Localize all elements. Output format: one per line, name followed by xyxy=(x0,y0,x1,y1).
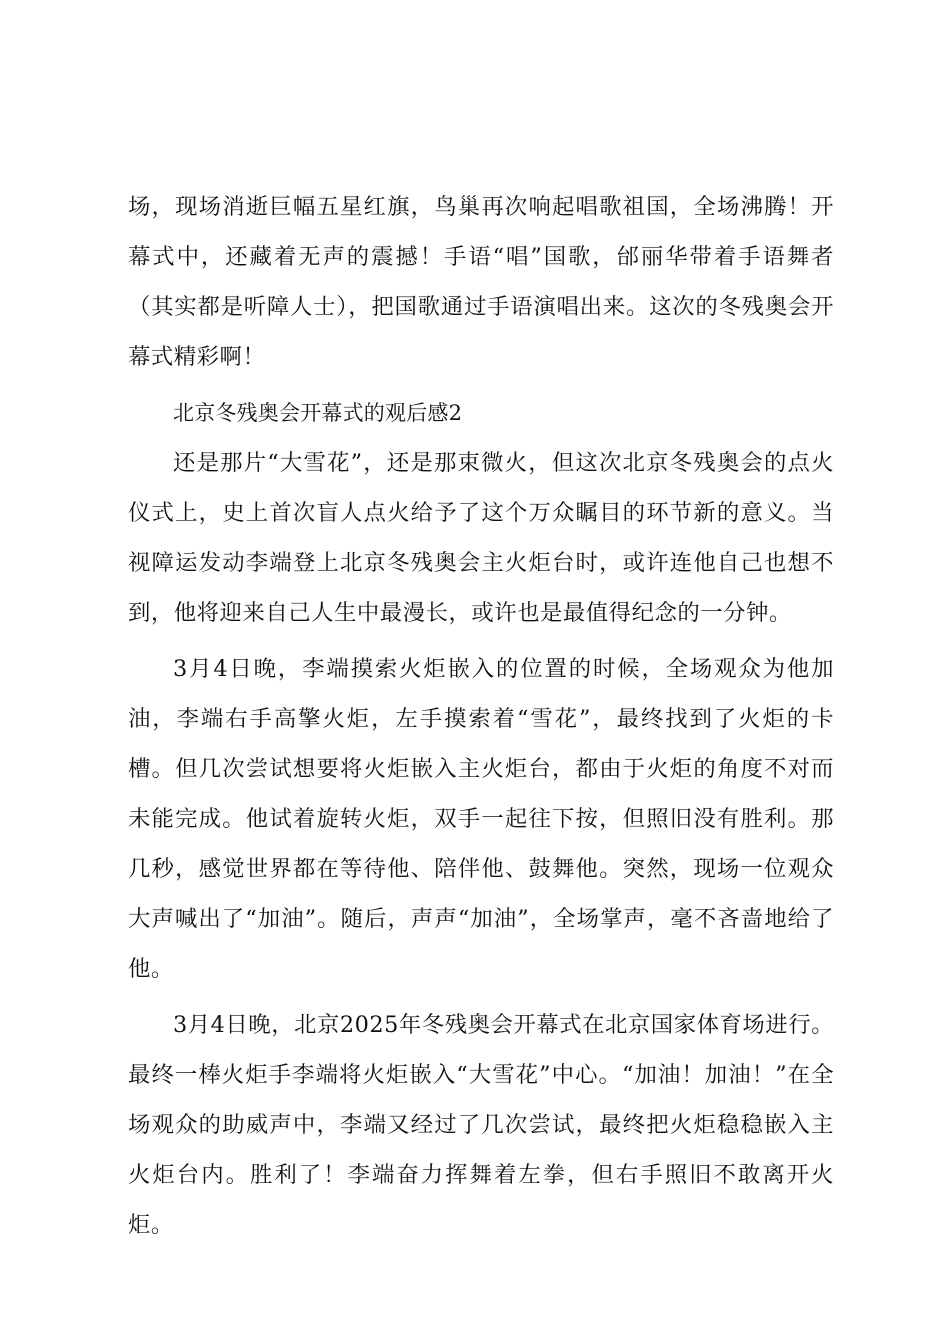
paragraph-opening-continuation: 场，现场消逝巨幅五星红旗，鸟巢再次响起唱歌祖国，全场沸腾！开幕式中，还藏着无声的震撼！手语“唱”国歌，邰丽华带着手语舞者（其实都是听障人士），把国歌通过手语演唱出来。这次的冬残奥会开幕式精彩啊！ xyxy=(128,194,834,370)
document-page xyxy=(128,182,834,1250)
paragraph-march-4-attempts: 3月4日晚，李端摸索火炬嵌入的位置的时候，全场观众为他加油，李端右手高擎火炬，左手摸索着“雪花”，最终找到了火炬的卡槽。但几次尝试想要将火炬嵌入主火炬台，都由于火炬的角度不对而未能完成。他试着旋转火炬，双手一起往下按，但照旧没有胜利。那几秒，感觉世界都在等待他、陪伴他、鼓舞他。突然，现场一位观众大声喊出了“加油”。随后，声声“加油”，全场掌声，毫不吝啬地给了他。 xyxy=(128,656,834,982)
section-heading: 北京冬残奥会开幕式的观后感2 xyxy=(173,401,463,425)
paragraph-march-4-ceremony: 3月4日晚，北京2025年冬残奥会开幕式在北京国家体育场进行。最终一棒火炬手李端将火炬嵌入“大雪花”中心。“加油！加油！”在全场观众的助威声中，李端又经过了几次尝试，最终把火炬稳稳嵌入主火炬台内。胜利了！李端奋力挥舞着左拳，但右手照旧不敢离开火炬。 xyxy=(128,1012,834,1238)
paragraph-torch-lighting: 还是那片“大雪花”，还是那束微火，但这次北京冬残奥会的点火仪式上，史上首次盲人点火给予了这个万众瞩目的环节新的意义。当视障运发动李端登上北京冬残奥会主火炬台时，或许连他自己也想不到，他将迎来自己人生中最漫长，或许也是最值得纪念的一分钟。 xyxy=(128,450,834,626)
